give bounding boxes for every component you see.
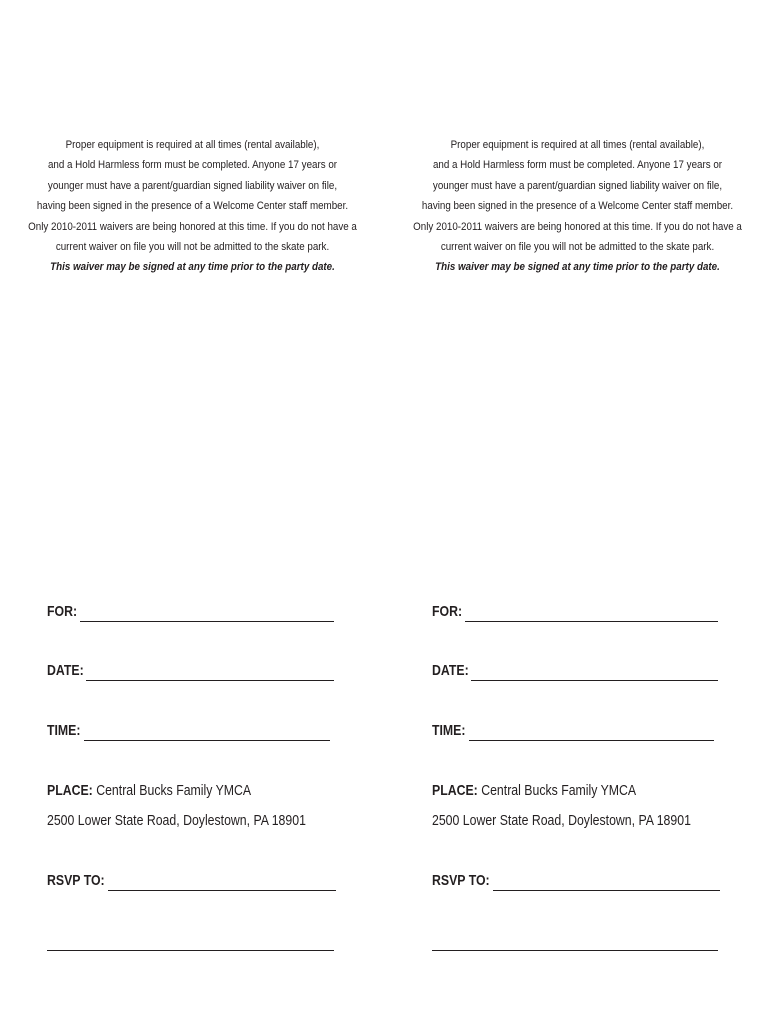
place-text bbox=[432, 782, 636, 799]
place-label: PLACE: bbox=[432, 782, 478, 799]
address-text: 2500 Lower State Road, Doylestown, PA 18901 bbox=[432, 812, 691, 829]
notice-line: Proper equipment is required at all times (rental available), bbox=[65, 139, 320, 151]
date-label: DATE: bbox=[47, 662, 84, 679]
notice-line: younger must have a parent/guardian signed liability waiver on file, bbox=[432, 179, 723, 192]
waiver-notice bbox=[27, 135, 358, 278]
date-line[interactable] bbox=[471, 680, 718, 681]
time-label: TIME: bbox=[47, 722, 81, 739]
rsvp-line[interactable] bbox=[108, 890, 336, 891]
notice-line: current waiver on file you will not be admitted to the skate park. bbox=[55, 241, 330, 254]
notice-line: younger must have a parent/guardian signed liability waiver on file, bbox=[47, 179, 338, 192]
for-line[interactable] bbox=[465, 621, 718, 622]
time-line[interactable] bbox=[469, 740, 714, 741]
extra-line[interactable] bbox=[432, 950, 718, 951]
notice-line: having been signed in the presence of a Welcome Center staff member. bbox=[36, 200, 349, 213]
date-field[interactable] bbox=[432, 657, 718, 681]
time-field[interactable] bbox=[432, 717, 714, 741]
for-field[interactable] bbox=[47, 598, 334, 622]
notice-line: Only 2010-2011 waivers are being honored at this time. If you do not have a bbox=[28, 220, 357, 233]
rsvp-label: RSVP TO: bbox=[432, 872, 490, 889]
date-line[interactable] bbox=[86, 680, 334, 681]
rsvp-field[interactable] bbox=[47, 867, 336, 891]
rsvp-field[interactable] bbox=[432, 867, 720, 891]
notice-line: Only 2010-2011 waivers are being honored at this time. If you do not have a bbox=[413, 220, 742, 233]
notice-line: and a Hold Harmless form must be completed. Anyone 17 years or bbox=[432, 159, 723, 172]
place-value: Central Bucks Family YMCA bbox=[96, 782, 252, 799]
time-field[interactable] bbox=[47, 717, 330, 741]
place-value: Central Bucks Family YMCA bbox=[481, 782, 637, 799]
waiver-notice bbox=[412, 135, 743, 278]
time-line[interactable] bbox=[84, 740, 330, 741]
rsvp-label: RSVP TO: bbox=[47, 872, 105, 889]
invitation-card-right bbox=[385, 0, 770, 1024]
for-label: FOR: bbox=[47, 603, 78, 620]
notice-line: and a Hold Harmless form must be completed. Anyone 17 years or bbox=[47, 159, 338, 172]
notice-line: Proper equipment is required at all times (rental available), bbox=[450, 139, 705, 151]
for-label: FOR: bbox=[432, 603, 463, 620]
address-text: 2500 Lower State Road, Doylestown, PA 18901 bbox=[47, 812, 306, 829]
place-text bbox=[47, 782, 251, 799]
notice-emphasis: This waiver may be signed at any time prior to the party date. bbox=[435, 261, 720, 274]
notice-line: current waiver on file you will not be admitted to the skate park. bbox=[440, 241, 715, 254]
rsvp-line[interactable] bbox=[493, 890, 720, 891]
notice-line: having been signed in the presence of a Welcome Center staff member. bbox=[421, 200, 734, 213]
place-label: PLACE: bbox=[47, 782, 93, 799]
date-field[interactable] bbox=[47, 657, 334, 681]
time-label: TIME: bbox=[432, 722, 466, 739]
extra-line[interactable] bbox=[47, 950, 334, 951]
for-line[interactable] bbox=[80, 621, 334, 622]
date-label: DATE: bbox=[432, 662, 469, 679]
for-field[interactable] bbox=[432, 598, 718, 622]
notice-emphasis: This waiver may be signed at any time prior to the party date. bbox=[50, 261, 335, 274]
